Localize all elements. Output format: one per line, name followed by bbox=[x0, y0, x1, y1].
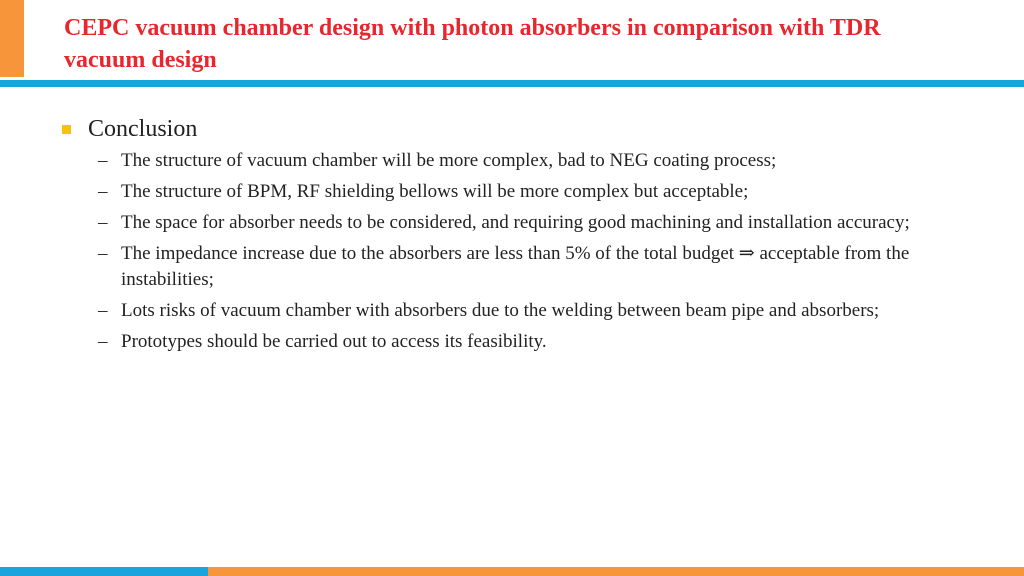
list-item bbox=[58, 298, 941, 324]
dash-bullet-icon: – bbox=[98, 300, 108, 321]
bullet-label: Conclusion bbox=[88, 116, 198, 142]
conclusion-list bbox=[58, 148, 958, 355]
list-item-text: Lots risks of vacuum chamber with absorbers due to the welding between beam pipe and absorbers; bbox=[121, 300, 880, 321]
list-item-text: The structure of BPM, RF shielding bellows will be more complex but acceptable; bbox=[121, 181, 749, 202]
header-accent-block bbox=[0, 0, 24, 77]
header-divider bbox=[0, 80, 1024, 87]
list-item bbox=[58, 179, 941, 205]
bullet-conclusion bbox=[58, 114, 958, 144]
square-bullet-icon bbox=[62, 125, 71, 134]
dash-bullet-icon: – bbox=[98, 331, 108, 352]
dash-bullet-icon: – bbox=[98, 181, 108, 202]
slide-title: CEPC vacuum chamber design with photon absorbers in comparison with TDR vacuum design bbox=[64, 15, 881, 73]
dash-bullet-icon: – bbox=[98, 243, 108, 264]
slide-content bbox=[58, 114, 958, 360]
list-item-text: The space for absorber needs to be considered, and requiring good machining and installation accuracy; bbox=[121, 212, 910, 233]
list-item-text: The impedance increase due to the absorbers are less than 5% of the total budget ⇒ acceptable from the instabilities; bbox=[121, 243, 910, 290]
list-item bbox=[58, 329, 941, 355]
footer-bar-blue bbox=[0, 567, 208, 576]
list-item-text: Prototypes should be carried out to access its feasibility. bbox=[121, 331, 547, 352]
list-item bbox=[58, 241, 941, 293]
dash-bullet-icon: – bbox=[98, 212, 108, 233]
footer-bar-orange bbox=[208, 567, 1024, 576]
list-item bbox=[58, 210, 941, 236]
list-item bbox=[58, 148, 941, 174]
dash-bullet-icon: – bbox=[98, 150, 108, 171]
list-item-text: The structure of vacuum chamber will be more complex, bad to NEG coating process; bbox=[121, 150, 777, 171]
